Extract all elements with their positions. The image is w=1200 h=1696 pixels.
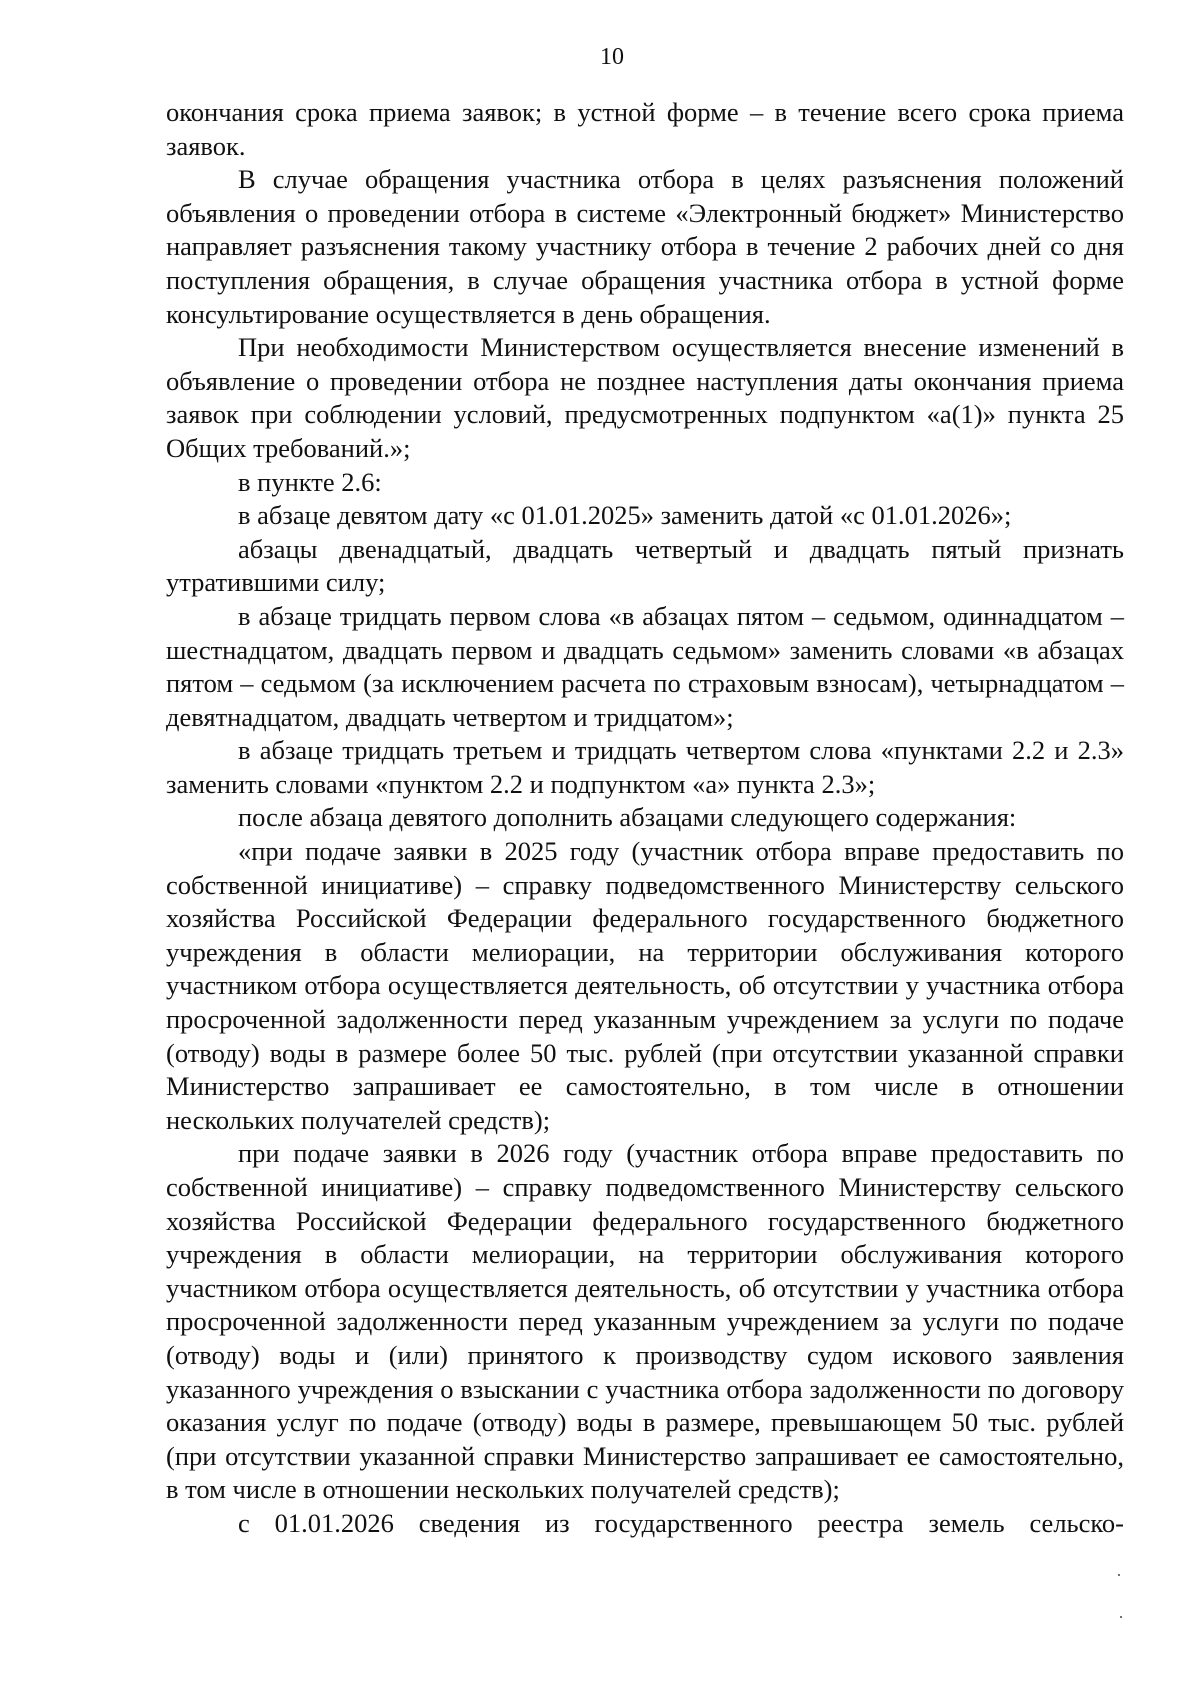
paragraph-1: окончания срока приема заявок; в устной форме – в течение всего срока приема заявок. — [166, 97, 1124, 161]
document-body — [166, 96, 1124, 1541]
paragraph-2: В случае обращения участника отбора в целях разъяснения положений объявления о проведении отбора в системе «Электронный бюджет» Министерство направляет разъяснения такому участнику отбора в течение 2 рабочих дней со дня поступления обращения, в случае обращения участника отбора в устной форме консультирование осуществляется в день обращения. — [166, 164, 1124, 329]
paragraph-4: в пункте 2.6: — [238, 466, 382, 497]
paragraph-3: При необходимости Министерством осуществляется внесение изменений в объявление о проведении отбора не позднее наступления даты окончания приема заявок при соблюдении условий, предусмотренных подпунктом «а(1)» пункта 25 Общих требований.»; — [166, 332, 1124, 463]
paragraph-6: абзацы двенадцатый, двадцать четвертый и двадцать пятый признать утратившими силу; — [166, 533, 1124, 598]
page-number: 10 — [600, 44, 624, 70]
paragraph-10: «при подаче заявки в 2025 году (участник отбора вправе предоставить по собственной инициативе) – справку подведомственного Министерству сельского хозяйства Российской Федерации федерального государственного бюджетного учреждения в области мелиорации, на территории обслуживания которого участником отбора осуществляется деятельность, об отсутствии у участника отбора просроченной задолженности перед указанным учреждением за услуги по подаче (отводу) воды в размере более 50 тыс. рублей (при отсутствии указанной справки Министерство запрашивает ее самостоятельно, в том числе в отношении нескольких получателей средств); — [166, 836, 1124, 1135]
paragraph-11: при подаче заявки в 2026 году (участник отбора вправе предоставить по собственной инициативе) – справку подведомственного Министерству сельского хозяйства Российской Федерации федерального государственного бюджетного учреждения в области мелиорации, на территории обслуживания которого участником отбора осуществляется деятельность, об отсутствии у участника отбора просроченной задолженности перед указанным учреждением за услуги по подаче (отводу) воды и (или) принятого к производству судом искового заявления указанного учреждения о взыскании с участника отбора задолженности по договору оказания услуг по подаче (отводу) воды в размере, превышающем 50 тыс. рублей (при отсутствии указанной справки Министерство запрашивает ее самостоятельно, в том числе в отношении нескольких получателей средств); — [166, 1138, 1124, 1505]
paragraph-12: с 01.01.2026 сведения из государственного реестра земель сельско- — [238, 1507, 1124, 1538]
scan-speck — [1120, 1616, 1122, 1618]
paragraph-9: после абзаца девятого дополнить абзацами следующего содержания: — [238, 802, 1017, 833]
paragraph-7: в абзаце тридцать первом слова «в абзацах пятом – седьмом, одиннадцатом – шестнадцатом, двадцать первом и двадцать седьмом» заменить словами «в абзацах пятом – седьмом (за исключением расчета по страховым взносам), четырнадцатом – девятнадцатом, двадцать четвертом и тридцатом»; — [166, 600, 1124, 732]
paragraph-5: в абзаце девятом дату «с 01.01.2025» заменить датой «с 01.01.2026»; — [238, 500, 1012, 531]
scan-speck — [1118, 1574, 1120, 1576]
paragraph-8: в абзаце тридцать третьем и тридцать четвертом слова «пунктами 2.2 и 2.3» заменить словами «пунктом 2.2 и подпунктом «а» пункта 2.3»; — [166, 735, 1124, 799]
